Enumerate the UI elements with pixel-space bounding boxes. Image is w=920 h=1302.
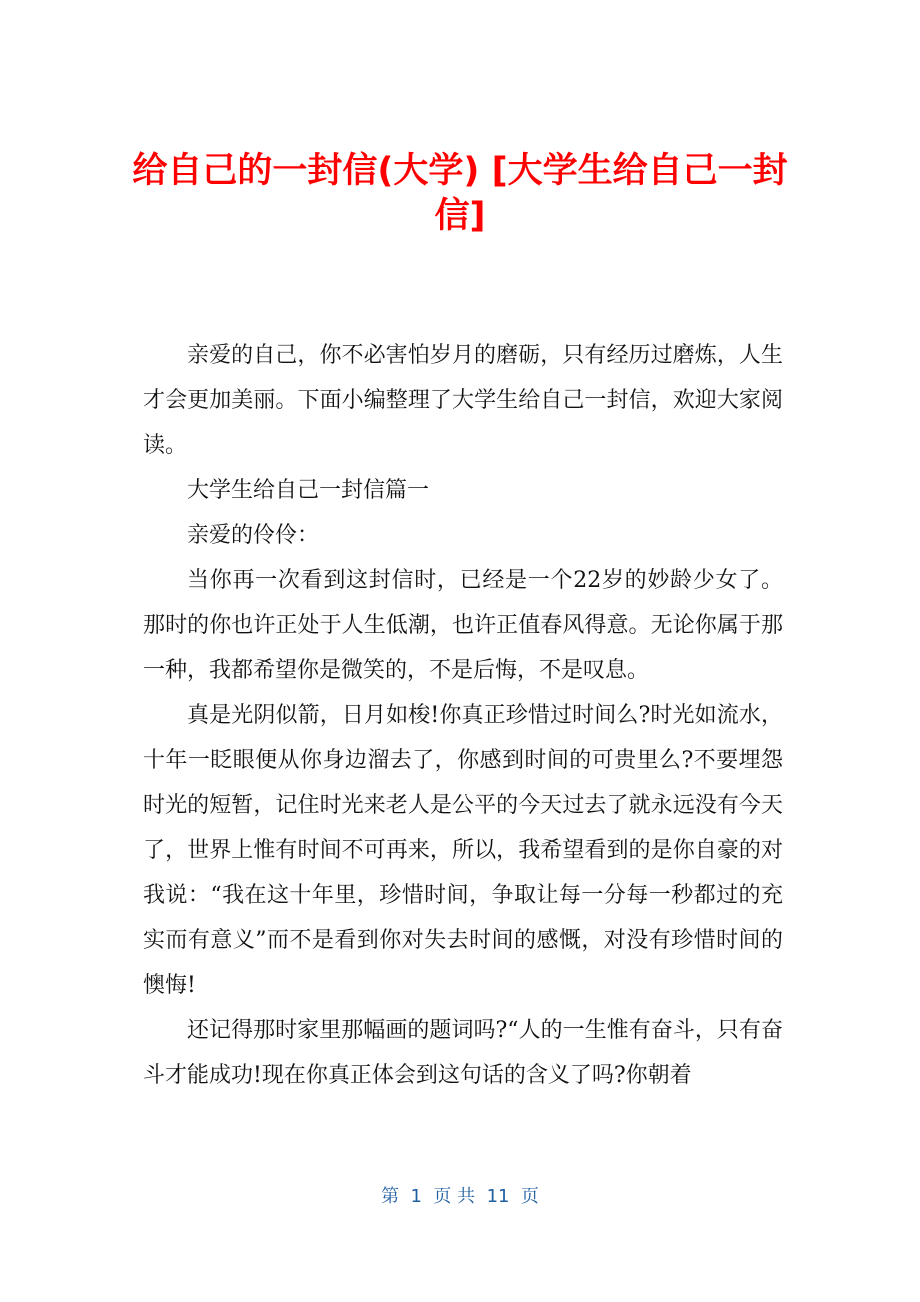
page-number-footer: 第 1 页 共 11 页 [381,1186,539,1207]
salutation: 亲爱的伶伶： [187,523,320,548]
document-title-line-2: 信] [434,196,486,236]
intro-paragraph: 亲爱的自己，你不必害怕岁月的磨砺，只有经历过磨炼，人生才会更加美丽。下面小编整理了大学生给自己一封信，欢迎大家阅读。 [143,343,783,458]
letter-paragraph: 还记得那时家里那幅画的题词吗?“人的一生惟有奋斗，只有奋斗才能成功!现在你真正体会到这句话的含义了吗?你朝着 [143,1018,783,1088]
letter-paragraph: 当你再一次看到这封信时，已经是一个22岁的妙龄少女了。那时的你也许正处于人生低潮，也许正值春风得意。无论你属于那一种，我都希望你是微笑的，不是后悔，不是叹息。 [143,568,783,683]
document-title-line-1: 给自己的一封信(大学) [大学生给自己一封 [132,151,788,191]
section-heading: 大学生给自己一封信篇一 [187,478,430,503]
document-body [143,333,783,1098]
letter-paragraph: 真是光阴似箭，日月如梭!你真正珍惜过时间么?时光如流水，十年一眨眼便从你身边溜去了，你感到时间的可贵里么?不要埋怨时光的短暂，记住时光来老人是公平的今天过去了就永远没有今天了，世界上惟有时间不可再来，所以，我希望看到的是你自豪的对我说：“我在这十年里，珍惜时间，争取让每一分每一秒都过的充实而有意义”而不是看到你对失去时间的感慨，对没有珍惜时间的懊悔! [143,703,783,998]
